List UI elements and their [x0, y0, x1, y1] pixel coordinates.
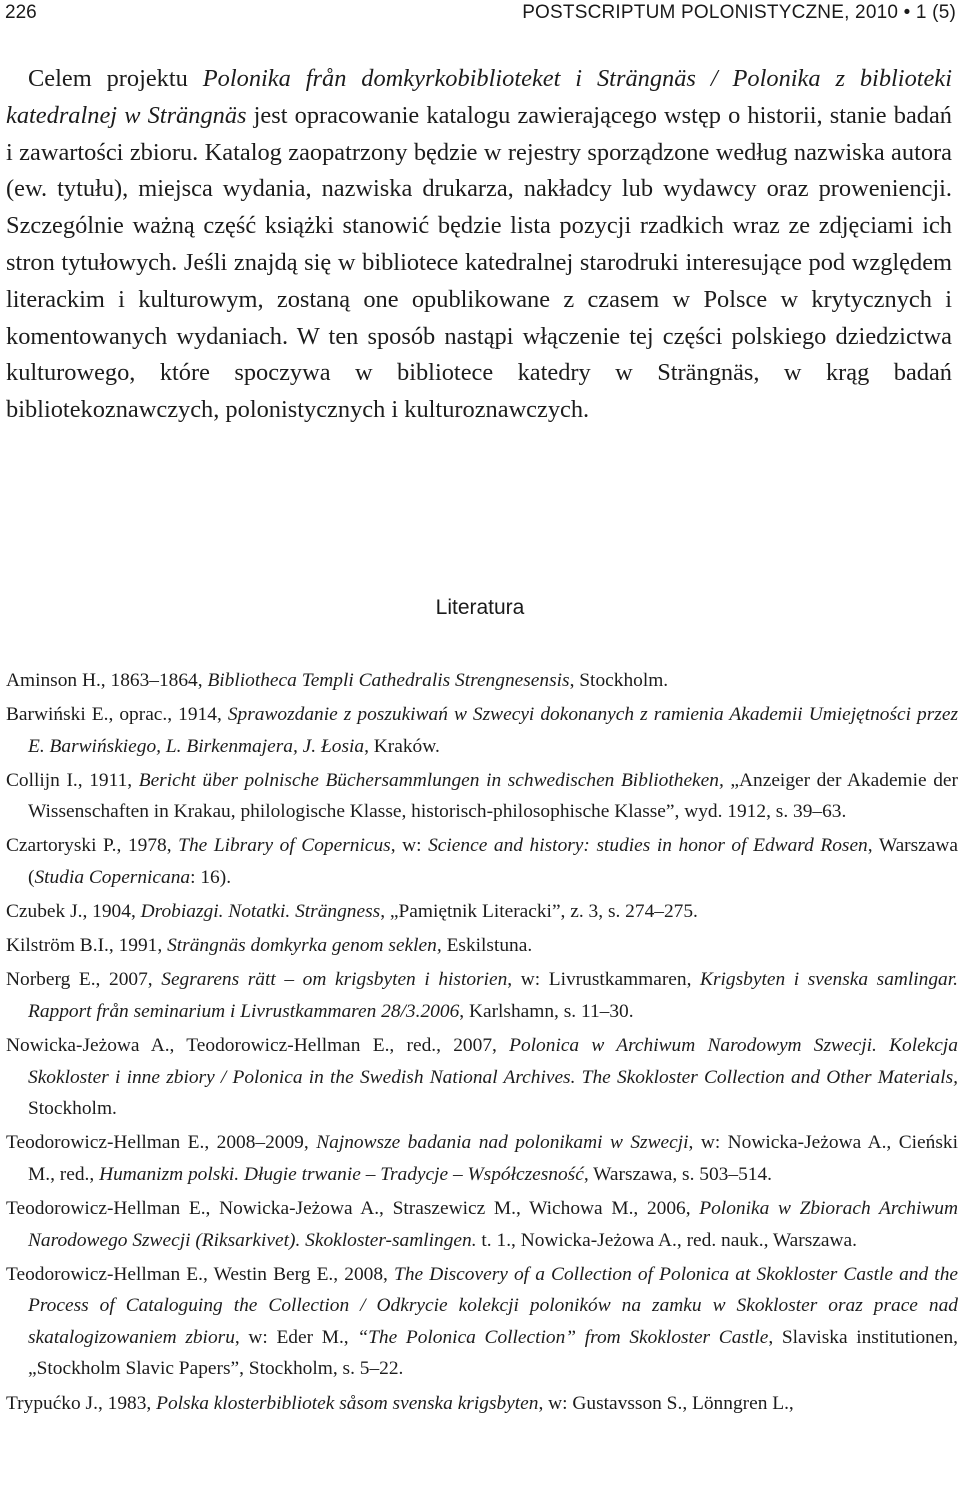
italic-text: Polska klosterbibliotek såsom svenska krigsbyten [156, 1392, 539, 1414]
text-run: Trypućko J., 1983, [6, 1392, 157, 1414]
reference-entry [6, 1259, 958, 1385]
text-run: Norberg E., 2007, [6, 969, 162, 991]
text-run: Czartoryski P., 1978, [6, 835, 179, 857]
text-run: Teodorowicz-Hellman E., 2008–2009, [6, 1132, 317, 1154]
text-run: Collijn I., 1911, [6, 769, 139, 791]
italic-text: Sprawozdanie z poszukiwań w Szwecyi dokonanych z ramienia Akademii Umiejętności przez E. Barwińskiego, L. Birkenmajera, J. Łosia [28, 704, 958, 757]
italic-text: Humanizm polski. Długie trwanie – Tradycje – Współczesność [99, 1163, 584, 1185]
reference-entry [6, 1127, 958, 1190]
body-paragraph [6, 61, 952, 429]
text-run: Kilström B.I., 1991, [6, 935, 168, 957]
text-run: Eskilstuna. [441, 935, 533, 957]
text-run: , w: Gustavsson S., Lönngren L., [538, 1392, 794, 1414]
reference-entry [6, 930, 958, 962]
text-run: Celem projektu [28, 65, 203, 92]
reference-entry [6, 699, 958, 762]
italic-text: Najnowsze badania nad polonikami w Szwecji [316, 1132, 689, 1154]
text-run: Aminson H., 1863–1864, [6, 670, 208, 691]
page-header [5, 2, 960, 26]
text-run: , w: Nowicka-Jeżowa A., Cieński M., red., [28, 1132, 958, 1185]
italic-text: Krigsbyten i svenska samlingar. Rapport från seminarium i Livrustkammaren 28/3.2006 [28, 969, 958, 1022]
italic-text: Studia Copernicana [34, 867, 191, 889]
italic-text: The Library of Copernicus [178, 835, 391, 857]
italic-text: Science and history: studies in honor of Edward Rosen [428, 835, 868, 857]
text-run: , w: Livrustkammaren, [507, 969, 701, 991]
reference-entry [6, 896, 958, 928]
text-run: , Warszawa, s. 503–514. [583, 1163, 773, 1185]
italic-text: The Discovery of a Collection of Polonica at Skokloster Castle and the Process of Cataloguing the Collection / Odkrycie kolekcji poloników na zamku w Skokloster oraz prace nad skatalogizowaniem zbioru [28, 1263, 958, 1348]
reference-entry [6, 1388, 958, 1420]
italic-text: Segrarens rätt – om krigsbyten i historien [161, 969, 508, 991]
italic-text: Strängnäs domkyrka genom seklen, [167, 935, 442, 957]
text-run: , Stockholm. [569, 670, 669, 691]
text-run: Nowicka-Jeżowa A., Teodorowicz-Hellman E., red., 2007, [6, 1035, 510, 1057]
italic-text: Bericht über polnische Büchersammlungen in schwedischen Bibliotheken, [138, 769, 724, 791]
italic-text: Drobiazgi. Notatki. Strängness [140, 901, 381, 923]
text-run: , w: [390, 835, 429, 857]
reference-entry [6, 765, 958, 828]
text-run: Teodorowicz-Hellman E., Nowicka-Jeżowa A., Straszewicz M., Wichowa M., 2006, [6, 1198, 700, 1219]
text-run: Stockholm. [28, 1098, 117, 1120]
text-run: Teodorowicz-Hellman E., Westin Berg E., 2008, [6, 1263, 395, 1285]
text-run: Czubek J., 1904, [6, 901, 141, 923]
text-run: : 16). [190, 867, 232, 889]
reference-entry [6, 830, 958, 893]
reference-entry [6, 1030, 958, 1125]
reference-list [6, 665, 958, 1422]
reference-entry [6, 665, 958, 697]
text-run: , Slaviska institutionen, „Stockholm Slavic Papers”, Stockholm, s. 5–22. [28, 1326, 959, 1380]
reference-entry [6, 964, 958, 1027]
text-run: t. 1., Nowicka-Jeżowa A., red. nauk., Warszawa. [476, 1229, 857, 1251]
text-run: jest opracowanie katalogu zawierającego wstęp o historii, stanie badań i zawartości zbioru. Katalog zaopatrzony będzie w rejestry sporządzone według nazwiska autora (ew. tytułu), miejsca wydania, nazwiska drukarza, nakładcy lub wydawcy oraz proweniencji. Szczególnie ważną część książki stanowić będzie lista pozycji rzadkich wraz ze zdjęciami ich stron tytułowych. Jeśli znajdą się w bibliotece katedralnej starodruki interesujące pod względem literackim i kulturowym, zostaną one opublikowane z czasem w Polsce w krytycznych i komentowanych wydaniach. W ten sposób nastąpi włączenie tej części polskiego dziedzictwa kulturowego, które spoczywa w bibliotece katedry w Strängnäs, w krąg badań bibliotekoznawczych, polonistycznych i kulturoznawczych. [6, 101, 952, 424]
text-run: , Karlshamn, s. 11–30. [459, 1000, 634, 1022]
italic-text: Polonika w Zbiorach Archiwum Narodowego Szwecji (Riksarkivet). Skokloster-samlingen. [28, 1198, 958, 1251]
page-number: 226 [5, 2, 37, 23]
text-run: , Kraków. [364, 735, 440, 757]
italic-text: Polonica w Archiwum Narodowym Szwecji. Kolekcja Skokloster i inne zbiory / Polonica in the Swedish National Archives. The Skokloster Collection and Other Materials, [28, 1035, 958, 1088]
italic-text: “The Polonica Collection” from Skokloster Castle [357, 1326, 769, 1348]
running-head: POSTSCRIPTUM POLONISTYCZNE, 2010 • 1 (5) [522, 2, 956, 23]
text-run: „Anzeiger der Akademie der Wissenschaften in Krakau, philologische Klasse, historisch-philosophische Klasse”, wyd. 1912, s. 39–63. [28, 769, 958, 823]
text-run: , Warszawa ( [28, 835, 959, 889]
section-title: Literatura [435, 596, 525, 619]
italic-text: Bibliotheca Templi Cathedralis Strengnesensis [207, 670, 570, 691]
text-run: Barwiński E., oprac., 1914, [6, 704, 228, 726]
italic-text: Polonika från domkyrkobiblioteket i Strängnäs / Polonika z biblioteki katedralnej w Strängnäs [6, 65, 952, 129]
reference-entry [6, 1193, 958, 1256]
text-run: , „Pamiętnik Literacki”, z. 3, s. 274–275. [380, 901, 698, 923]
text-run: , w: Eder M., [234, 1326, 358, 1348]
